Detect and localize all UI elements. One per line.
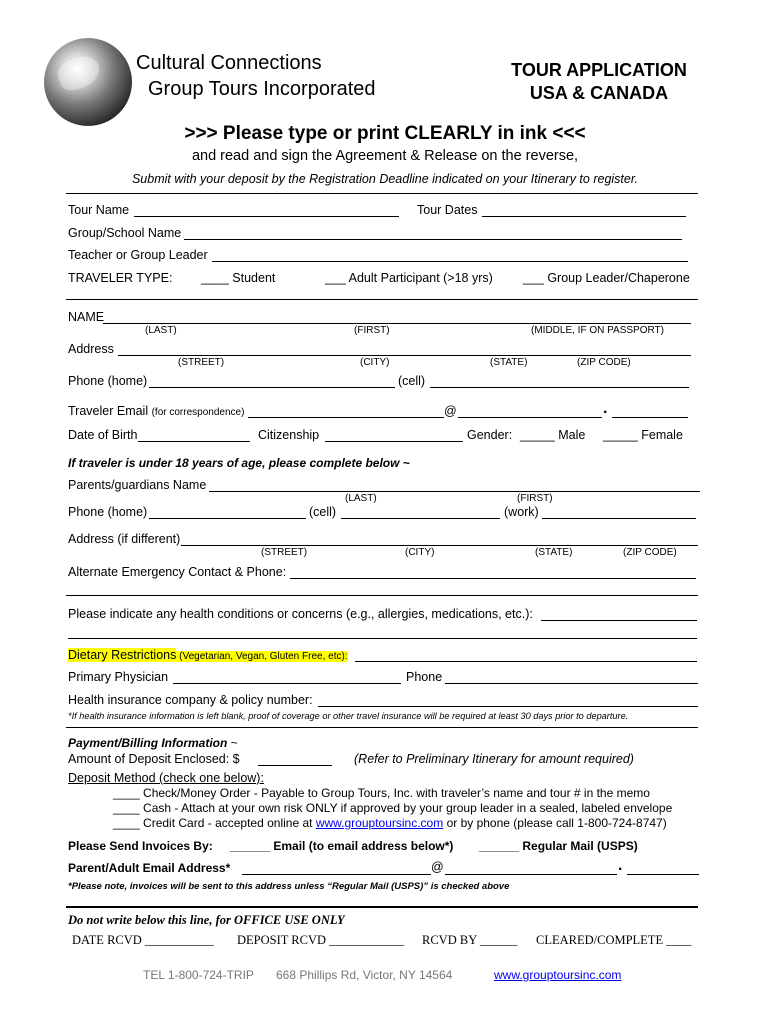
sub-street: (STREET)	[178, 357, 225, 368]
teacher-leader-label: Teacher or Group Leader	[68, 248, 208, 262]
email-dot: .	[603, 400, 608, 417]
doc-title-line1: TOUR APPLICATION	[511, 60, 687, 80]
teacher-leader-field[interactable]	[212, 261, 688, 262]
tour-dates-field[interactable]	[482, 216, 686, 217]
parent-address-label: Address (if different)	[68, 532, 181, 546]
parent-work-field[interactable]	[542, 518, 696, 519]
cell-label: (cell)	[398, 374, 426, 388]
sub-state: (STATE)	[490, 357, 528, 368]
email-at: @	[444, 404, 457, 418]
health-conditions-label: Please indicate any health conditions or concerns (e.g., allergies, medications, etc.):	[68, 607, 533, 621]
name-label: NAME	[68, 310, 105, 324]
tour-name-field[interactable]	[134, 216, 399, 217]
email-tld-field[interactable]	[612, 417, 688, 418]
footer-website-link[interactable]: www.grouptoursinc.com	[494, 968, 622, 982]
sub-state: (STATE)	[535, 547, 573, 558]
name-field[interactable]	[103, 323, 691, 324]
traveler-type-student[interactable]: ____ Student	[201, 271, 276, 285]
sub-street: (STREET)	[261, 547, 308, 558]
footer-address: 668 Phillips Rd, Victor, NY 14564	[276, 968, 453, 982]
sub-first: (FIRST)	[354, 325, 390, 336]
method-cash[interactable]: ____ Cash - Attach at your own risk ONLY if approved by your group leader in a sealed, labeled envelope	[113, 801, 673, 815]
citizenship-field[interactable]	[325, 441, 463, 442]
office-cleared: CLEARED/COMPLETE ____	[536, 933, 692, 947]
method-check[interactable]: ____ Check/Money Order - Payable to Group Tours, Inc. with traveler’s name and tour # in the memo	[113, 786, 650, 800]
divider	[66, 727, 698, 728]
traveler-type-adult[interactable]: ___ Adult Participant (>18 yrs)	[325, 271, 493, 285]
parents-label: Parents/guardians Name	[68, 478, 207, 492]
parent-email-domain-field[interactable]	[445, 874, 617, 875]
insurance-label: Health insurance company & policy number:	[68, 693, 313, 707]
health-conditions-field[interactable]	[541, 620, 697, 621]
invoice-mail-option[interactable]: ______ Regular Mail (USPS)	[479, 839, 638, 853]
method-credit[interactable]: ____ Credit Card - accepted online at www.grouptoursinc.com or by phone (please call 1-800-724-8747)	[113, 816, 667, 830]
sub-first: (FIRST)	[517, 493, 553, 504]
email-domain-field[interactable]	[458, 417, 602, 418]
traveler-type-leader[interactable]: ___ Group Leader/Chaperone	[523, 271, 690, 285]
office-rcvd-by: RCVD BY ______	[422, 933, 518, 947]
sub-city: (CITY)	[360, 357, 390, 368]
parent-address-field[interactable]	[181, 545, 698, 546]
email-user-field[interactable]	[248, 417, 444, 418]
divider	[66, 299, 698, 300]
parent-phone-label: Phone (home)	[68, 505, 148, 519]
deposit-method-label: Deposit Method (check one below):	[68, 771, 264, 785]
insurance-note: *If health insurance information is left blank, proof of coverage or other travel insurance will be required at least 30 days prior to departure.	[68, 711, 629, 721]
sub-city: (CITY)	[405, 547, 435, 558]
address-label: Address	[68, 342, 114, 356]
office-heading: Do not write below this line, for OFFICE USE ONLY	[68, 913, 345, 927]
company-name-line1: Cultural Connections	[136, 52, 322, 74]
globe-logo	[44, 38, 132, 126]
phone-home-label: Phone (home)	[68, 374, 148, 388]
cell-field[interactable]	[430, 387, 689, 388]
footer-phone: TEL 1-800-724-TRIP	[143, 968, 254, 982]
group-school-label: Group/School Name	[68, 226, 182, 240]
parent-phone-field[interactable]	[149, 518, 306, 519]
parent-email-label: Parent/Adult Email Address*	[68, 861, 231, 875]
office-date-rcvd: DATE RCVD ___________	[72, 933, 214, 947]
insurance-field[interactable]	[318, 706, 698, 707]
minor-heading: If traveler is under 18 years of age, please complete below ~	[68, 456, 410, 470]
office-deposit-rcvd: DEPOSIT RCVD ____________	[237, 933, 405, 947]
parent-email-tld-field[interactable]	[627, 874, 699, 875]
parent-cell-label: (cell)	[309, 505, 337, 519]
parent-email-dot: .	[618, 857, 623, 874]
sub-zip: (ZIP CODE)	[577, 357, 631, 368]
dob-label: Date of Birth	[68, 428, 138, 442]
citizenship-label: Citizenship	[258, 428, 320, 442]
send-invoices-label: Please Send Invoices By:	[68, 839, 213, 853]
sub-middle: (MIDDLE, IF ON PASSPORT)	[531, 325, 664, 336]
submit-note: Submit with your deposit by the Registration Deadline indicated on your Itinerary to register.	[131, 172, 639, 186]
email-label: Traveler Email (for correspondence)	[68, 404, 245, 418]
tour-name-label: Tour Name	[68, 203, 130, 217]
company-name-line2: Group Tours Incorporated	[148, 78, 376, 100]
tour-dates-label: Tour Dates	[417, 203, 478, 217]
physician-phone-label: Phone	[406, 670, 443, 684]
sub-zip: (ZIP CODE)	[623, 547, 677, 558]
divider	[66, 193, 698, 194]
sub-last: (LAST)	[345, 493, 377, 504]
address-field[interactable]	[118, 355, 691, 356]
traveler-type-label: TRAVELER TYPE:	[68, 271, 173, 285]
gender-label: Gender:	[467, 428, 513, 442]
parent-email-at: @	[431, 860, 444, 874]
invoice-email-option[interactable]: ______ Email (to email address below*)	[230, 839, 454, 853]
parent-email-user-field[interactable]	[242, 874, 431, 875]
physician-phone-field[interactable]	[445, 683, 698, 684]
physician-label: Primary Physician	[68, 670, 169, 684]
office-divider	[66, 906, 698, 908]
divider	[66, 595, 698, 596]
deposit-refer-note: (Refer to Preliminary Itinerary for amount required)	[354, 752, 634, 766]
parent-cell-field[interactable]	[341, 518, 500, 519]
payment-heading: Payment/Billing Information ~	[68, 736, 238, 750]
doc-title-line2: USA & CANADA	[529, 83, 669, 103]
website-link[interactable]: www.grouptoursinc.com	[315, 816, 444, 830]
deposit-label: Amount of Deposit Enclosed: $	[68, 752, 240, 766]
instruction-headline: >>> Please type or print CLEARLY in ink <<<	[184, 123, 586, 144]
dietary-field[interactable]	[355, 661, 697, 662]
parent-work-label: (work)	[504, 505, 539, 519]
physician-field[interactable]	[173, 683, 401, 684]
sub-last: (LAST)	[145, 325, 177, 336]
phone-home-field[interactable]	[149, 387, 395, 388]
dietary-label: Dietary Restrictions (Vegetarian, Vegan, Gluten Free, etc):	[68, 648, 348, 662]
emergency-field[interactable]	[290, 578, 696, 579]
dob-field[interactable]	[138, 441, 250, 442]
invoice-note: *Please note, invoices will be sent to this address unless “Regular Mail (USPS)” is checked above	[68, 881, 510, 892]
parents-field[interactable]	[209, 491, 700, 492]
gender-female[interactable]: _____ Female	[603, 428, 683, 442]
group-school-field[interactable]	[184, 239, 682, 240]
health-conditions-field-2[interactable]	[68, 638, 697, 639]
instruction-subline: and read and sign the Agreement & Release on the reverse,	[191, 148, 579, 164]
gender-male[interactable]: _____ Male	[520, 428, 586, 442]
emergency-label: Alternate Emergency Contact & Phone:	[68, 565, 287, 579]
deposit-field[interactable]	[258, 765, 332, 766]
